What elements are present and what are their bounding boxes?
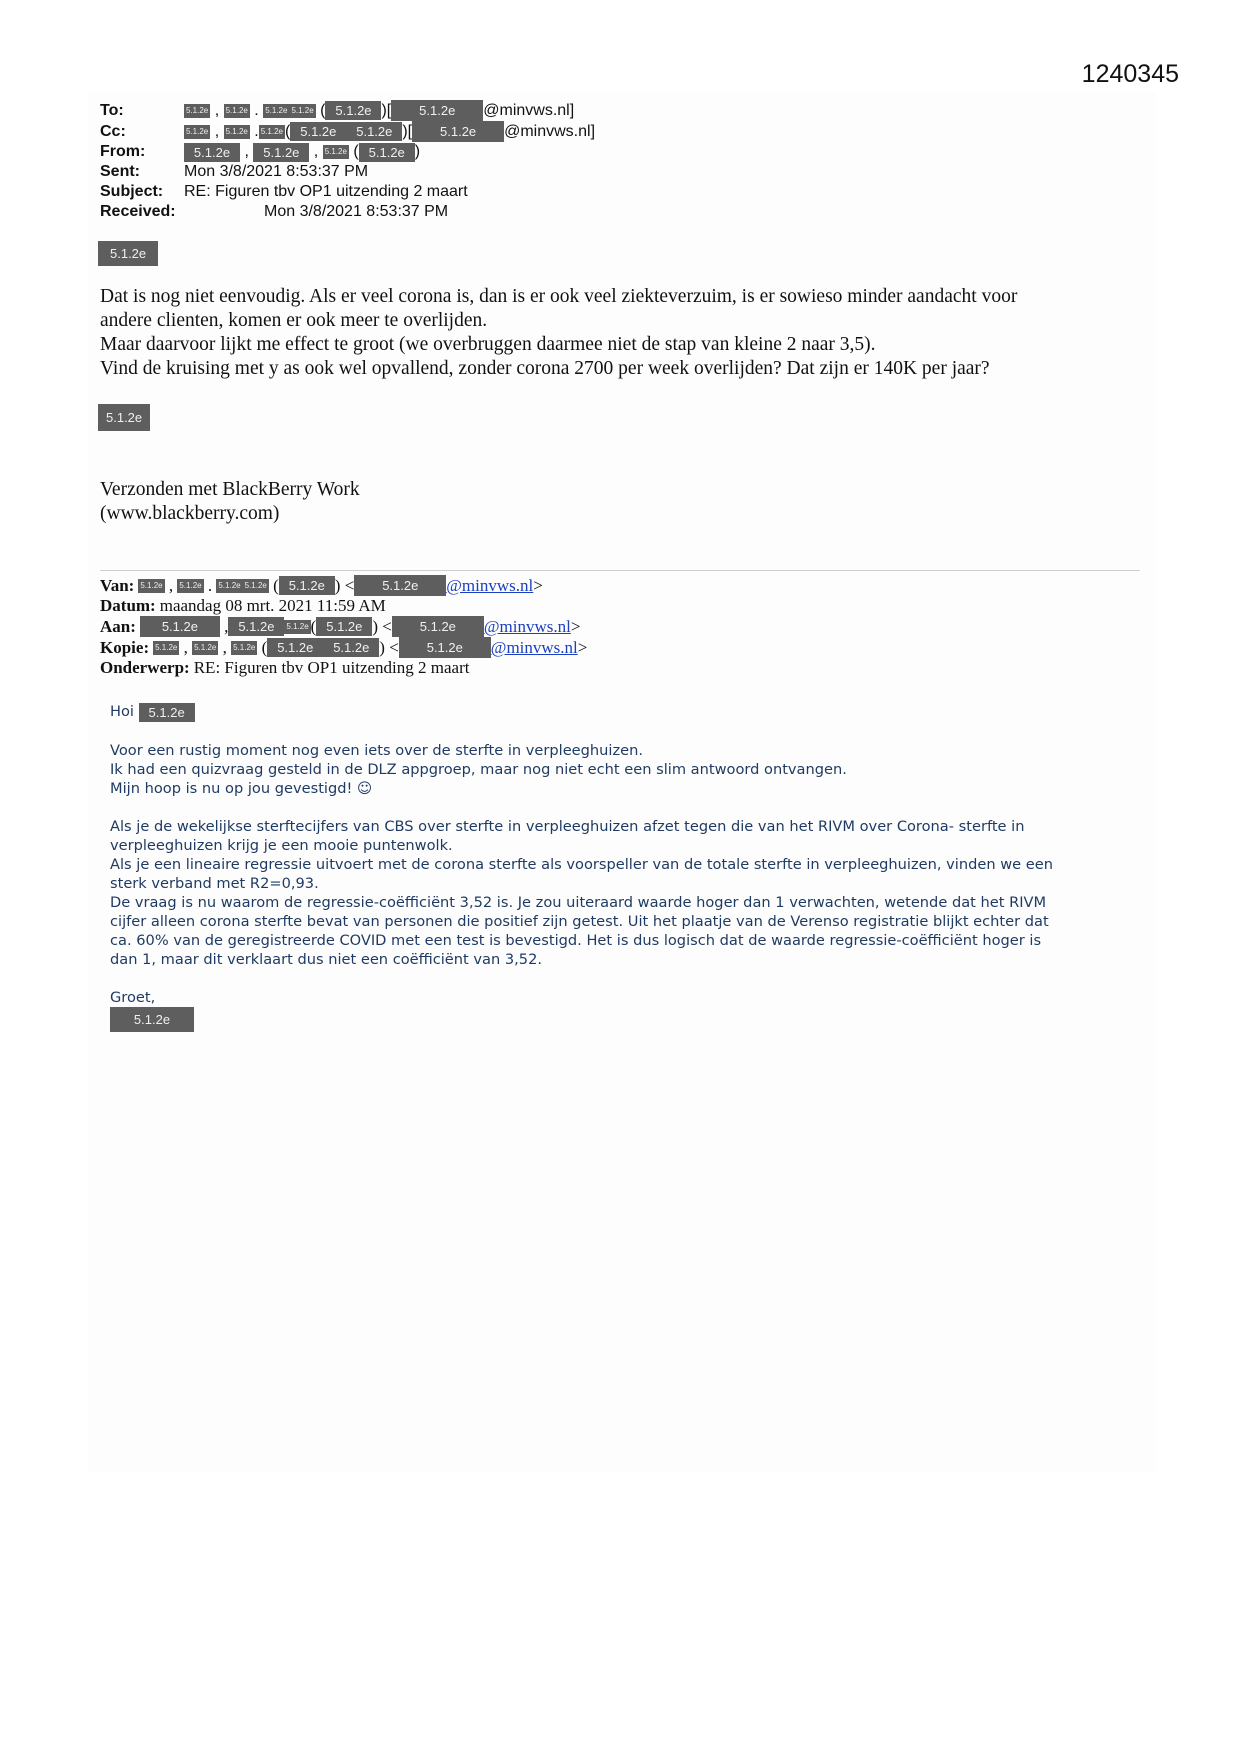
redaction: 5.1.2e [228,617,284,636]
signature-line: Verzonden met BlackBerry Work [100,479,360,500]
subject-label: Subject: [100,183,164,200]
quote-line: Mijn hoop is nu op jou gevestigd! ☺ [110,779,373,797]
quoted-header [100,575,587,678]
reply-line: Maar daarvoor lijkt me effect te groot (we overbruggen daarmee niet de stap van kleine 2 naar 3,5). [100,334,876,355]
redaction: 5.1.2e [243,579,269,593]
closing: Groet, [110,988,156,1006]
spacer [110,969,1130,988]
to-row: To: 5.1.2e , 5.1.2e . 5.1.2e 5.1.2e ( 5.1.2e )[ 5.1.2e @minvws.nl] [100,100,595,121]
email-domain: @minvws.nl] [504,122,596,140]
angle-bracket: > [533,575,543,595]
from-row: From: 5.1.2e , 5.1.2e , 5.1.2e ( 5.1.2e ) [100,143,421,160]
angle-bracket: < [382,616,392,636]
redaction: 5.1.2e [346,122,402,141]
email-link[interactable]: @minvws.nl [483,616,571,636]
subject-row [100,182,595,202]
redaction: 5.1.2e [216,579,242,593]
reply-line: andere clienten, komen er ook meer te overlijden. [100,310,488,331]
van-label: Van: [100,575,135,595]
redaction: 5.1.2e [323,145,349,159]
redaction: 5.1.2e [289,104,315,118]
spacer [110,798,1130,817]
email-domain: @minvws.nl] [483,101,575,119]
redaction: 5.1.2e [259,125,285,139]
quote-line: Als je een lineaire regressie uitvoert met de corona sterfte als voorspeller van de totale sterfte in verpleeghuizen, vinden we een [110,855,1053,873]
received-label: Received: [100,203,176,220]
angle-bracket: < [389,637,399,657]
cc-row: Cc: 5.1.2e , 5.1.2e . 5.1.2e ( 5.1.2e 5.1.2e )[ 5.1.2e @minvws.nl] [100,121,595,142]
onderwerp-value: RE: Figuren tbv OP1 uitzending 2 maart [193,658,470,677]
cc-label: Cc: [100,122,126,140]
redaction: 5.1.2e [325,101,381,120]
quote-line: cijfer alleen corona sterfte bevat van personen die positief zijn getest. Uit het plaatje van de Verenso registratie blijkt echter dat [110,912,1049,930]
datum-value: maandag 08 mrt. 2021 11:59 AM [159,596,386,615]
document-number: 1240345 [1081,60,1179,88]
redaction: 5.1.2e [267,638,323,657]
quoted-body [110,702,1130,1032]
redaction: 5.1.2e [359,143,415,162]
redaction: 5.1.2e [323,638,379,657]
redacted-recipient-name [98,241,158,266]
redaction: 5.1.2e [139,703,195,722]
redaction: 5.1.2e [290,122,346,141]
angle-bracket: > [577,637,588,657]
redaction: 5.1.2e [316,617,372,636]
redaction: 5.1.2e [224,104,250,118]
quote-divider [100,570,1140,571]
redaction: 5.1.2e [98,241,158,266]
angle-bracket: > [570,616,581,636]
to-label: To: [100,101,124,119]
received-row [100,202,595,222]
quote-line: Ik had een quizvraag gesteld in de DLZ appgroep, maar nog niet echt een slim antwoord ontvangen. [110,760,847,778]
signature [100,478,360,526]
signature-line: (www.blackberry.com) [100,503,280,524]
subject-value: RE: Figuren tbv OP1 uitzending 2 maart [184,183,468,200]
received-value: Mon 3/8/2021 8:53:37 PM [264,203,449,220]
redaction: 5.1.2e [98,404,150,431]
onderwerp-row [100,658,587,678]
sent-row [100,162,595,182]
datum-row [100,596,587,616]
spacer [110,722,1130,741]
angle-bracket: < [344,575,355,595]
reply-line: Dat is nog niet eenvoudig. Als er veel corona is, dan is er ook veel ziekteverzuim, is er sowieso minder aandacht voor [100,286,1018,307]
quote-line: verpleeghuizen krijg je een mooie puntenwolk. [110,836,453,854]
redaction: 5.1.2e [399,637,491,658]
redaction: 5.1.2e [263,104,289,118]
email-link[interactable]: @minvws.nl [446,575,534,595]
email-link[interactable]: @minvws.nl [490,637,578,657]
redaction: 5.1.2e [354,575,446,596]
email-header [100,100,595,222]
quote-line: sterk verband met R2=0,93. [110,874,319,892]
redaction: 5.1.2e [184,143,240,162]
quote-line: ca. 60% van de geregistreerde COVID met een test is bevestigd. Het is dus logisch dat de waarde regressie-coëfficiënt hoger is [110,931,1042,949]
datum-label: Datum: [100,596,156,615]
quote-line: De vraag is nu waarom de regressie-coëfficiënt 3,52 is. Je zou uiteraard waarde hoger dan 1 verwachten, wetende dat het RIVM [110,893,1047,911]
reply-line: Vind de kruising met y as ook wel opvallend, zonder corona 2700 per week overlijden? Dat zijn er 140K per jaar? [100,358,990,379]
from-label: From: [100,143,146,160]
kopie-label: Kopie: [100,637,150,657]
redaction: 5.1.2e [177,579,203,593]
redaction: 5.1.2e [138,579,164,593]
redaction: 5.1.2e [153,641,179,655]
kopie-row: Kopie: 5.1.2e , 5.1.2e , 5.1.2e ( 5.1.2e 5.1.2e ) < 5.1.2e @minvws.nl > [100,637,588,657]
redaction: 5.1.2e [140,616,220,637]
redaction: 5.1.2e [231,641,257,655]
quote-line: Voor een rustig moment nog even iets over de sterfte in verpleeghuizen. [110,741,643,759]
closing-signature [110,1007,1130,1032]
greeting: Hoi [110,703,134,720]
sent-value: Mon 3/8/2021 8:53:37 PM [184,163,369,180]
onderwerp-label: Onderwerp: [100,658,190,677]
redaction: 5.1.2e [192,641,218,655]
redaction: 5.1.2e [110,1007,194,1032]
aan-row: Aan: 5.1.2e , 5.1.2e 5.1.2e ( 5.1.2e ) < 5.1.2e @minvws.nl > [100,616,581,636]
redaction: 5.1.2e [392,616,484,637]
redaction: 5.1.2e [184,104,210,118]
redaction: 5.1.2e [224,125,250,139]
sent-label: Sent: [100,163,140,180]
aan-label: Aan: [100,616,136,636]
redaction: 5.1.2e [284,620,310,634]
redaction: 5.1.2e [253,143,309,162]
redaction: 5.1.2e [184,125,210,139]
redacted-sender-name [98,404,150,431]
redaction: 5.1.2e [412,121,504,142]
reply-body [100,285,1100,381]
redaction: 5.1.2e [279,576,335,595]
redaction: 5.1.2e [391,100,483,121]
greeting-line [110,702,1130,722]
quote-line: Als je de wekelijkse sterftecijfers van CBS over sterfte in verpleeghuizen afzet tegen die van het RIVM over Corona- sterfte in [110,817,1025,835]
van-row: Van: 5.1.2e , 5.1.2e . 5.1.2e 5.1.2e ( 5.1.2e ) < 5.1.2e @minvws.nl > [100,575,543,595]
quote-line: dan 1, maar dit verklaart dus niet een coëfficiënt van 3,52. [110,950,542,968]
